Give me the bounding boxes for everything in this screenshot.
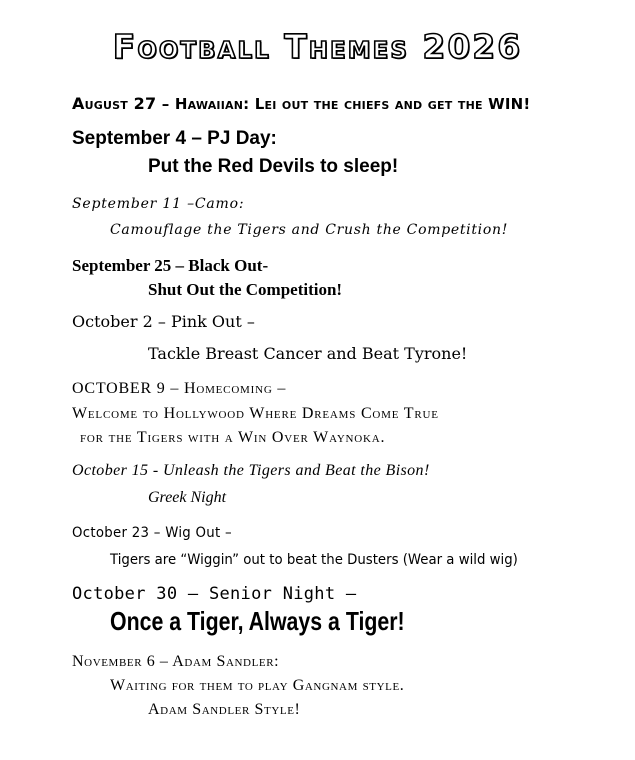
event-oct2-slogan: Tackle Breast Cancer and Beat Tyrone! [148, 344, 468, 363]
event-sep4-heading: September 4 – PJ Day: [72, 128, 277, 149]
event-oct30-slogan: Once a Tiger, Always a Tiger! [110, 606, 405, 636]
event-sep11-slogan: Camouflage the Tigers and Crush the Competition! [110, 222, 509, 238]
event-oct23-slogan: Tigers are “Wiggin” out to beat the Dusters (Wear a wild wig) [110, 552, 518, 568]
event-oct2-heading: October 2 – Pink Out – [72, 312, 255, 331]
page-title: Football Themes 2026 [112, 27, 523, 66]
event-oct15-theme: Greek Night [148, 489, 227, 506]
event-oct9-heading: OCTOBER 9 – Homecoming – [72, 380, 287, 397]
event-oct23-heading: October 23 – Wig Out – [72, 525, 232, 541]
event-oct9-slogan-line1: Welcome to Hollywood Where Dreams Come True [72, 405, 439, 422]
event-oct30-heading: October 30 – Senior Night – [72, 584, 357, 604]
event-aug27-text: – Hawaiian: Lei out the chiefs and get the WIN! [156, 95, 531, 113]
event-nov6-heading: November 6 – Adam Sandler: [72, 653, 280, 670]
event-nov6-slogan-line2: Adam Sandler Style! [148, 701, 301, 718]
event-nov6-slogan-line1: Waiting for them to play Gangnam style. [110, 677, 405, 694]
event-sep25-slogan: Shut Out the Competition! [148, 280, 343, 299]
event-sep4-slogan: Put the Red Devils to sleep! [148, 156, 399, 177]
event-oct9-slogan-line2: for the Tigers with a Win Over Waynoka. [80, 429, 386, 446]
event-aug27-date: August 27 [72, 94, 157, 113]
event-oct15-heading: October 15 - Unleash the Tigers and Beat the Bison! [72, 462, 430, 479]
event-aug27 [72, 96, 530, 112]
event-sep25-heading: September 25 – Black Out- [72, 256, 269, 275]
event-sep11-heading: September 11 –Camo: [72, 196, 245, 212]
